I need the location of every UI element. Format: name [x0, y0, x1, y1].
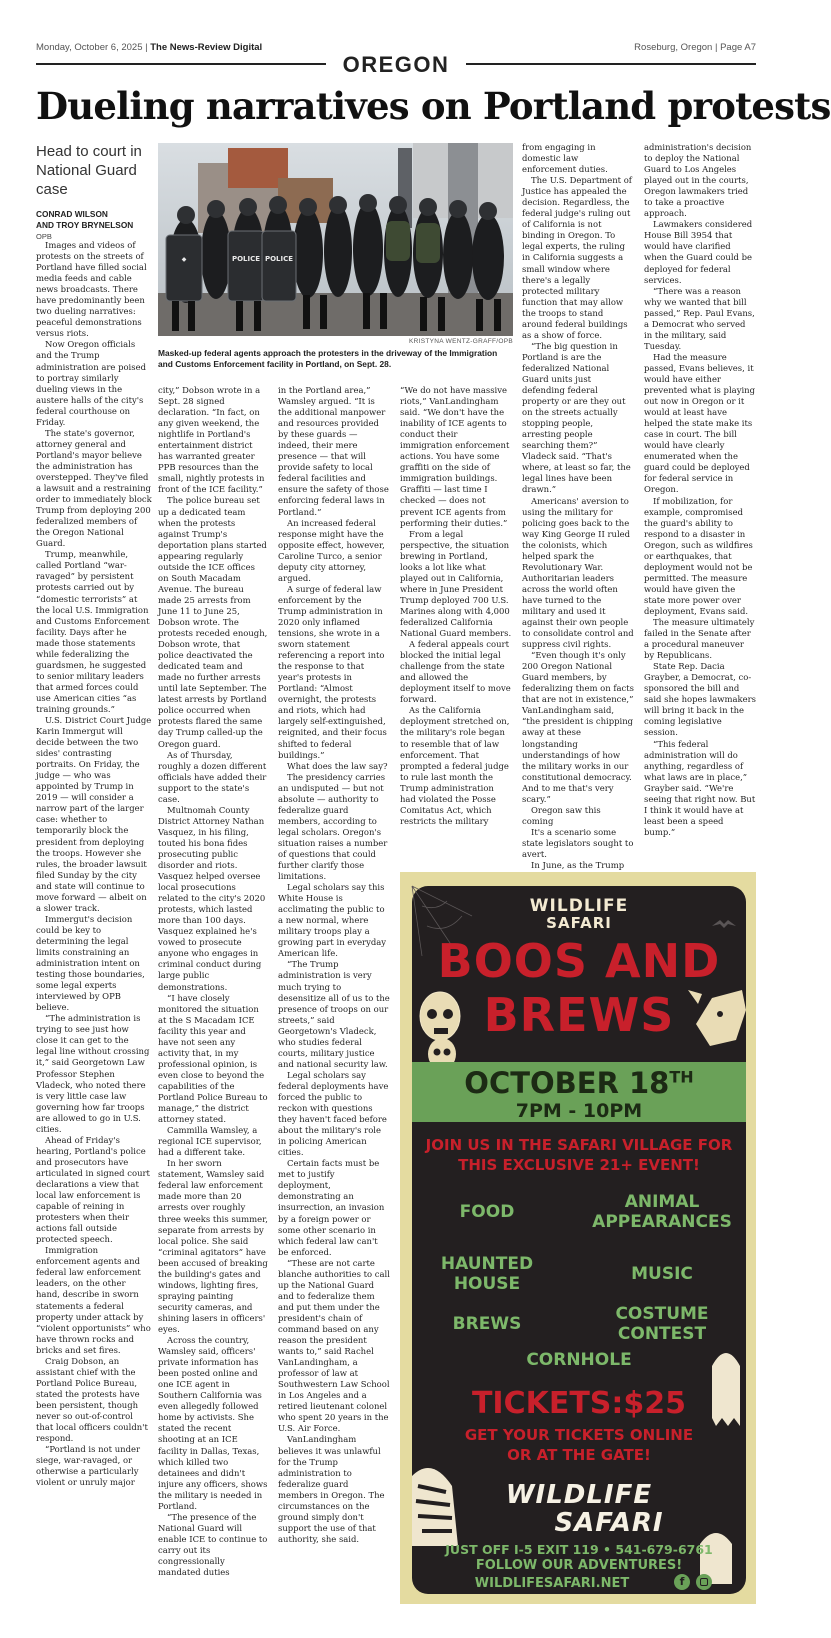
issue-date: Monday, October 6, 2025 [36, 42, 143, 53]
paragraph: A federal appeals court blocked the initial legal challenge from the state and allowed the deployment itself to move forward. [400, 639, 511, 705]
svg-text:◆: ◆ [181, 256, 187, 263]
paragraph: “Even though it's only 200 Oregon National Guard members, by federalizing them on facts that are not in existence,” VanLandingham said, “the president is chipping away at these longstanding understandings of how the military works in our constitutional democracy. And to me that's very scary.” [522, 650, 634, 804]
paragraph: city,” Dobson wrote in a Sept. 28 signed declaration. “In fact, on any given weekend, the nightlife in Portland's entertainment district has warranted greater PPB resources than the small, nightly protests in front of the ICE facility.” [158, 385, 265, 495]
ad-tickets-sub-1: GET YOUR TICKETS ONLINE [464, 1426, 694, 1444]
paragraph: Legal scholars say this White House is acclimating the public to a new normal, where military troops play a growing part in everyday American life. [278, 882, 387, 959]
paragraph: Oregon saw this coming [522, 804, 601, 826]
deck: Head to court in National Guard case [36, 143, 142, 198]
paragraph: from engaging in domestic law enforcement duties. [522, 142, 608, 175]
paragraph: “There was a reason why we wanted that bill passed,” Rep. Paul Evans, a Democrat who served in the military, said Tuesday. [644, 285, 755, 351]
location-page: Roseburg, Oregon | Page A7 [634, 42, 756, 53]
paragraph: Multnomah County District Attorney Nathan Vasquez, in his filing, touted his bona fides prosecuting public disorder and riots. Vasquez helped oversee local prosecutions related to the city's 2020 protests, which lasted more than 100 days. Vasquez explained he's vowed to prosecute anyone who engages in criminal conduct during large public demonstrations. [158, 804, 266, 992]
ad-date-text: OCTOBER 18 [464, 1066, 670, 1100]
paragraph: What does the law say? [287, 760, 388, 771]
ad-feature-animal-2: APPEARANCES [592, 1212, 732, 1232]
photo-caption: Masked-up federal agents approach the protesters in the driveway of the Immigration and Customs Enforcement facility in Portland, on Sept. 28. [158, 348, 498, 369]
ad-date [412, 1066, 746, 1100]
ad-logo-1: WILDLIFE [505, 1480, 653, 1510]
shield-label-1: POLICE [231, 255, 261, 263]
paragraph: “We do not have massive riots,” VanLandingham said. “We don't have the inability of ICE agents to conduct their immigration enforcement actions. You have some graffiti on the side of immigration buildings. Graffiti — last time I checked — does not prevent ICE agents from performing their duties.” [400, 385, 510, 528]
ad-contact: JUST OFF I-5 EXIT 119 • 541-679-6761 [445, 1542, 713, 1557]
ad-feature-haunted-2: HOUSE [453, 1274, 521, 1294]
paragraph: “The administration is trying to see just how close it can get to the legal line without crossing it,” said Georgetown Law Professor Stephen Vladeck, who noted there is very little case law governing how far troops are allowed to go in U.S. cities. [36, 1013, 150, 1134]
ad-date-suffix: TH [669, 1067, 694, 1087]
paragraph: From a legal perspective, the situation brewing in Portland, looks a lot like what played out in California, where in June President Trump deployed 700 U.S. Marines along with 4,000 federalized California National Guard members. [400, 528, 512, 639]
paragraph: Had the measure passed, Evans believes, it would have either prevented what is playing out now in Oregon or it would at least have helped the state make its case in court. The bill would have clearly enumerated when the guard could be deployed for federal service in Oregon. [644, 351, 755, 495]
article-column-2 [158, 385, 268, 1600]
byline-org: OPB [36, 232, 52, 241]
article-photo [158, 143, 513, 336]
ad-tickets[interactable]: TICKETS:$25 [471, 1386, 687, 1421]
paragraph: Immergut's decision could be key to determining the legal limits constraining an administration intent on testing those boundaries, some legal experts interviewed by OPB believe. [36, 913, 145, 1013]
byline-author-1: CONRAD WILSON [36, 209, 108, 219]
paragraph: “Portland is not under siege, war-ravaged, or otherwise a particularly violent or unruly major [36, 1444, 140, 1488]
paragraph: In June, as the Trump [531, 860, 625, 871]
section-bar [36, 52, 756, 76]
ad-feature-haunted-1: HAUNTED [440, 1254, 534, 1274]
ad-feature-brews: BREWS [452, 1314, 522, 1334]
byline [36, 209, 151, 242]
paragraph: Now Oregon officials and the Trump administration are poised to portray similarly dueling views in the austere halls of the city's federal courthouse on Friday. [36, 339, 146, 427]
ad-feature-costume-2: CONTEST [617, 1324, 707, 1344]
instagram-icon[interactable] [696, 1574, 712, 1590]
article-column-3 [278, 385, 390, 1600]
paragraph: Legal scholars say federal deployments have forced the public to reckon with questions they haven't faced before about the military's role in policing American cities. [278, 1069, 389, 1158]
paragraph: Cammilla Wamsley, a regional ICE supervisor, had a different take. [158, 1125, 262, 1158]
issue-date-publication: Monday, October 6, 2025 | The News-Review Digital [36, 42, 263, 53]
ad-feature-costume-1: COSTUME [615, 1304, 709, 1324]
paragraph: As of Thursday, roughly a dozen different officials have added their support to the state's case. [158, 749, 267, 804]
article-column-5 [522, 142, 634, 871]
paragraph: Lawmakers considered House Bill 3954 that would have clarified when the Guard could be deployed for federal services. [644, 219, 753, 285]
byline-author-2: AND TROY BRYNELSON [36, 220, 134, 230]
paragraph: It's a scenario some state legislators sought to avert. [522, 826, 634, 859]
ad-brand-top-1: WILDLIFE [529, 896, 629, 916]
shield-label-2: POLICE [264, 255, 294, 263]
paragraph: in the Portland area,” Wamsley argued. “It is the additional manpower and resources provided by these guards — indeed, their mere presence — that will provide safety to local federal facilities and ensure the safety of those enforcing federal laws in Portland.” [278, 385, 389, 517]
paragraph: VanLandingham believes it was unlawful for the Trump administration to federalize guard members in Oregon. The circumstances on the ground simply don't support the use of that authority, she said. [278, 1434, 385, 1544]
paragraph: Certain facts must be met to justify deployment, demonstrating an insurrection, an invasion by a foreign power or some other scenario in which federal law can't be enforced. [278, 1158, 385, 1257]
ad-title-line-1: BOOS AND [437, 934, 721, 988]
paragraph: U.S. District Court Judge Karin Immergut will decide between the two sides' contrasting portraits. On Friday, the judge — who was appointed by Trump in 2019 — will consider a narrow part of the larger case: whether to temporarily block the president from deploying the troops. However she rules, the broader lawsuit filed Sunday by the city and state will continue to move forward — albeit on a slower track. [36, 715, 152, 913]
paragraph: administration's decision to deploy the National Guard to Los Angeles played out in the courts, Oregon lawmakers tried to take a proactive approach. [644, 142, 752, 219]
ad-tickets-sub-2: OR AT THE GATE! [507, 1446, 651, 1464]
paragraph: Ahead of Friday's hearing, Portland's police and prosecutors have articulated in signed court declarations a view that local law enforcement is capable of reining in protesters when their actions fall outside protected speech. [36, 1134, 150, 1245]
paragraph: The presidency carries an undisputed — but not absolute — authority to federalize guard members, according to legal scholars. Oregon's situation raises a number of questions that could further clarify those limitations. [278, 771, 388, 882]
ad-feature-music: MUSIC [631, 1264, 693, 1284]
section-name: OREGON [342, 52, 450, 77]
paragraph: A surge of federal law enforcement by the Trump administration in 2020 only inflamed tensions, she wrote in a sworn statement referencing a report into the response to that year's protests in Portland: “Almost overnight, the protests and riots, which had largely self-extinguished, reignited, and their focus shifted to federal buildings.” [278, 583, 387, 760]
paragraph: An increased federal response might have the opposite effect, however, Caroline Turco, a senior deputy city attorney, argued. [278, 517, 385, 583]
ad-website[interactable]: WILDLIFESAFARI.NET [474, 1576, 630, 1591]
advertisement[interactable] [412, 886, 746, 1594]
paragraph: “The Trump administration is very much trying to desensitize all of us to the presence of troops on our streets,” said Georgetown's Vladeck, who studies federal courts, military justice and national security law. [278, 959, 390, 1069]
paragraph: “The big question in Portland is are the federalized National Guard units just defending federal property or are they out on the streets actually stopping people, arresting people searching them?” Vladeck said. “That's where, at least so far, the legal lines have been drawn.” [522, 340, 631, 495]
paragraph: Americans' aversion to using the military for policing goes back to the way King George II ruled the colonists, which helped spark the Revolutionary War. Authoritarian leaders across the world often have turned to the military and used it against their own people to consolidate control and suppress civil rights. [522, 495, 634, 650]
paragraph: The state's governor, attorney general and Portland's mayor believe the administration has overstepped. They've filed a lawsuit and a restraining order to immediately block Trump from deploying 200 federalized members of the Oregon National Guard. [36, 427, 152, 549]
paragraph: If mobilization, for example, compromised the guard's ability to respond to a disaster in Oregon, such as wildfires or earthquakes, that deployment would not be permitted. The measure would have given the state more power over deployment, Evans said. [644, 495, 753, 616]
paragraph: Trump, meanwhile, called Portland “war-ravaged” by persistent protests carried out by “domestic terrorists” at the local U.S. Immigration and Customs Enforcement facility. Days after he made those statements while federalizing the guardsmen, he suggested to senior military leaders that armed forces could use American cities “as training grounds.” [36, 549, 150, 714]
article-column-4 [400, 385, 512, 865]
article-column-6 [644, 142, 756, 865]
ad-time: 7PM - 10PM [515, 1100, 643, 1122]
ad-feature-food: FOOD [459, 1202, 515, 1222]
paragraph: Across the country, Wamsley said, officers' private information has been posted online and one ICE agent in Southern California was even allegedly followed home by activists. She stated the recent shooting at an ICE facility in Dallas, Texas, which killed two detainees and didn't injure any officers, shows the military is needed in Portland. [158, 1335, 268, 1511]
paragraph: “I have closely monitored the situation at the S Macadam ICE facility this year and have not seen any activity that, in my professional opinion, is even close to beyond the capabilities of the Portland Police Bureau to manage,” the district attorney stated. [158, 992, 268, 1125]
ad-feature-animal-1: ANIMAL [624, 1192, 700, 1212]
paragraph: In her sworn statement, Wamsley said federal law enforcement made more than 20 arrests over roughly three weeks this summer, separate from arrests by local police. She said “criminal agitators” have been accused of breaking the building's gates and windows, lighting fires, spraying painting security cameras, and shining lasers in officers' eyes. [158, 1158, 268, 1334]
ad-follow: FOLLOW OUR ADVENTURES! [475, 1558, 683, 1573]
paragraph: The measure ultimately failed in the Senate after a procedural maneuver by Republicans. [644, 617, 755, 661]
paragraph: State Rep. Dacia Grayber, a Democrat, co-sponsored the bill and said she hopes lawmakers will bring it back in the coming legislative session. [644, 661, 756, 738]
ad-title-line-2: BREWS [483, 988, 675, 1042]
paragraph: As the California deployment stretched on, the military's role began to resemble that of law enforcement. That prompted a federal judge to rule last month the Trump administration had violated the Posse Comitatus Act, which restricts the military [400, 705, 510, 826]
ad-brand-top-2: SAFARI [546, 914, 612, 932]
paragraph: Craig Dobson, an assistant chief with the Portland Police Bureau, stated the protests have been persistent, though never so out-of-control that local officers couldn't respond. [36, 1355, 148, 1444]
paragraph: The police bureau set up a dedicated team when the protests against Trump's deportation plans started appearing regularly outside the ICE offices on South Macadam Avenue. The bureau made 25 arrests from June 11 to June 25, Dobson wrote. The protests receded enough, Dobson wrote, that police deactivated the dedicated team and made no further arrests until late September. The latest arrests by Portland police occurred when protests flared the same day Trump called-up the Oregon guard. [158, 495, 268, 749]
headline: Dueling narratives on Portland protests [36, 84, 831, 128]
paragraph: Immigration enforcement agents and federal law enforcement leaders, on the other hand, describe in sworn statements a federal property under attack by “violent opportunists” who have thrown rocks and bricks and set fires. [36, 1245, 151, 1355]
paragraph: The U.S. Department of Justice has appealed the decision. Regardless, the federal judge's ruling out of California is not binding in Oregon. To legal experts, the ruling in California suggests a small window where there's a legally protected military function that may allow the troops to stand around federal buildings as a show of force. [522, 175, 632, 340]
ad-tagline-2: THIS EXCLUSIVE 21+ EVENT! [458, 1156, 700, 1174]
paragraph: Images and videos of protests on the streets of Portland have filled social media feeds and cable news broadcasts. There have predominantly been two dueling narratives: peaceful demonstrations versus riots. [36, 240, 147, 339]
article-column-1 [36, 240, 152, 1600]
ad-tagline-1: JOIN US IN THE SAFARI VILLAGE FOR [425, 1136, 733, 1154]
photo-credit: KRISTYNA WENTZ-GRAFF/OPB [409, 338, 513, 345]
publication-name: The News-Review Digital [150, 42, 263, 53]
ad-feature-cornhole: CORNHOLE [526, 1350, 632, 1370]
facebook-icon[interactable]: f [674, 1574, 690, 1590]
paragraph: “The presence of the National Guard will enable ICE to continue to carry out its congressionally mandated duties [158, 1511, 268, 1578]
section-rule-right [466, 63, 756, 65]
ad-logo-2: SAFARI [554, 1508, 664, 1538]
paragraph: “These are not carte blanche authorities to call up the National Guard and to federalize them and put them under the president's chain of command based on any reason the president wants to,” said Rachel VanLandingham, a professor of law at Southwestern Law School in Los Angeles and a retired lieutenant colonel who spent 20 years in the U.S. Air Force. [278, 1257, 390, 1434]
paragraph: “This federal administration will do anything, regardless of what laws are in place,” Grayber said. “We're seeing that right now. But I think it would have at least been a speed bump.” [644, 738, 756, 837]
